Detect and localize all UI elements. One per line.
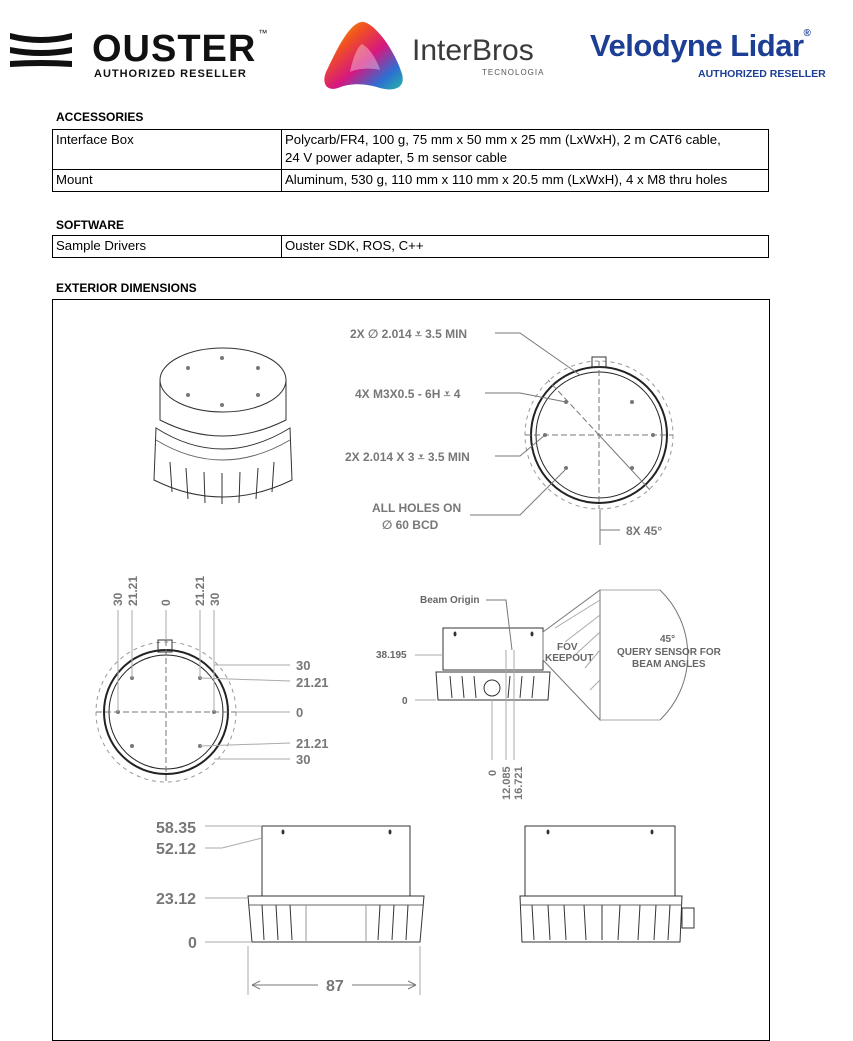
bottom-label-zero: 0	[487, 769, 499, 776]
height-label-zero: 0	[188, 935, 197, 952]
right-label-21-bottom: 21.21	[296, 736, 329, 751]
callout-bcd-line1: ALL HOLES ON	[372, 501, 462, 515]
top-label-right-30: 30	[208, 592, 222, 606]
top-label-left-21: 21.21	[126, 575, 140, 606]
interbros-subtitle: TECNOLOGIA	[482, 68, 545, 77]
spec-key: Interface Box	[53, 130, 282, 170]
spec-key: Sample Drivers	[53, 236, 282, 258]
callout-holes-a: 2X ∅ 2.014 ⩡ 3.5 MIN	[350, 327, 468, 341]
callout-holes-b: 2X 2.014 X 3 ⩡ 3.5 MIN	[345, 450, 470, 464]
beam-origin-label: Beam Origin	[420, 595, 480, 606]
ouster-subtitle: AUTHORIZED RESELLER	[94, 68, 247, 80]
top-label-right-21: 21.21	[193, 575, 207, 606]
spec-value: Aluminum, 530 g, 110 mm x 110 mm x 20.5 mm (LxWxH), 4 x M8 thru holes	[282, 170, 769, 192]
velodyne-wordmark: Velodyne Lidar®	[590, 28, 811, 63]
accessories-title: ACCESSORIES	[56, 110, 144, 124]
top-label-zero: 0	[159, 599, 173, 606]
spec-value-line: 24 V power adapter, 5 m sensor cable	[285, 150, 508, 165]
angle-label-2: QUERY SENSOR FOR	[617, 647, 721, 658]
hole-marks	[282, 632, 654, 835]
angle-label-1: 45°	[660, 634, 676, 645]
right-label-30-top: 30	[296, 658, 311, 673]
velodyne-subtitle: AUTHORIZED RESELLER	[698, 68, 826, 80]
spec-value-line: Polycarb/FR4, 100 g, 75 mm x 50 mm x 25 mm (LxWxH), 2 m CAT6 cable,	[285, 132, 721, 147]
ouster-wordmark: OUSTER ™	[92, 28, 269, 70]
bottom-label-16: 16.721	[513, 766, 525, 800]
fov-label-1: FOV	[557, 642, 578, 653]
right-elevation-drawing	[520, 826, 694, 942]
angle-label-3: BEAM ANGLES	[632, 659, 706, 670]
front-view-drawing	[96, 610, 290, 784]
interbros-wordmark: InterBros	[412, 34, 534, 67]
dimensions-title: EXTERIOR DIMENSIONS	[56, 281, 197, 295]
top-view-drawing	[525, 357, 673, 509]
callout-angle: 8X 45°	[626, 524, 663, 538]
right-label-30-bottom: 30	[296, 752, 311, 767]
height-label-52: 52.12	[156, 841, 197, 858]
spec-key: Mount	[53, 170, 282, 192]
width-label: 87	[326, 978, 344, 995]
callout-thread: 4X M3X0.5 - 6H ⩡ 4	[355, 387, 461, 401]
left-elevation-drawing	[205, 826, 424, 995]
side-view-drawing	[415, 590, 688, 760]
software-title: SOFTWARE	[56, 218, 124, 232]
spec-value: Ouster SDK, ROS, C++	[282, 236, 769, 258]
height-label-23: 23.12	[156, 891, 197, 908]
right-label-zero: 0	[296, 705, 304, 720]
right-label-21-top: 21.21	[296, 675, 329, 690]
fov-label-2: KEEPOUT	[545, 653, 594, 664]
iso-sensor-drawing	[154, 348, 292, 504]
callout-bcd-line2: ∅ 60 BCD	[382, 518, 439, 532]
side-zero-label: 0	[402, 696, 408, 707]
top-label-left-30: 30	[111, 592, 125, 606]
side-height-label: 38.195	[376, 650, 407, 661]
bottom-label-12: 12.085	[501, 766, 513, 800]
height-label-58: 58.35	[156, 820, 197, 837]
